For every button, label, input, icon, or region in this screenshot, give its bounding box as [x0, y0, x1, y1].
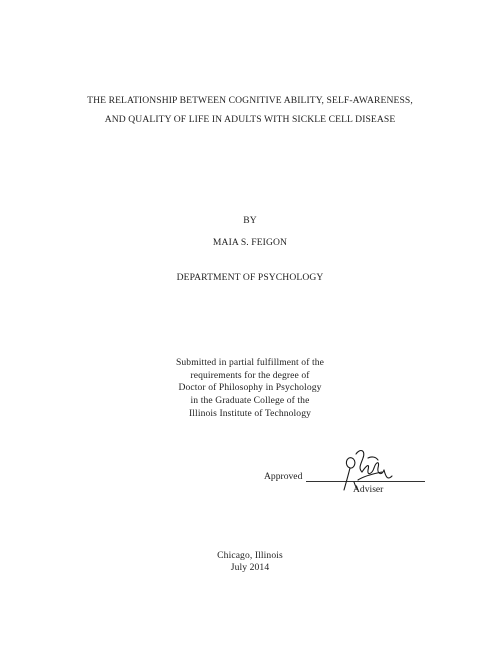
- submission-line-2: requirements for the degree of: [190, 369, 310, 381]
- submission-line-4: in the Graduate College of the: [190, 395, 310, 407]
- submission-line-3: Doctor of Philosophy in Psychology: [178, 382, 322, 394]
- department-name: DEPARTMENT OF PSYCHOLOGY: [176, 272, 324, 283]
- submission-line-5: Illinois Institute of Technology: [189, 407, 311, 419]
- thesis-title-line-1: THE RELATIONSHIP BETWEEN COGNITIVE ABILITY, SELF-AWARENESS,: [87, 95, 413, 106]
- signature-line: [306, 481, 425, 482]
- submission-line-1: Submitted in partial fulfillment of the: [175, 357, 325, 368]
- thesis-title-line-2: AND QUALITY OF LIFE IN ADULTS WITH SICKLE CELL DISEASE: [104, 114, 396, 125]
- approved-label: Approved: [264, 471, 303, 482]
- by-label: BY: [243, 215, 257, 226]
- location-text: Chicago, Illinois: [217, 550, 283, 561]
- date-text: July 2014: [230, 562, 270, 573]
- adviser-label: Adviser: [353, 484, 384, 495]
- author-name: MAIA S. FEIGON: [212, 237, 288, 248]
- signature-icon: [338, 446, 398, 494]
